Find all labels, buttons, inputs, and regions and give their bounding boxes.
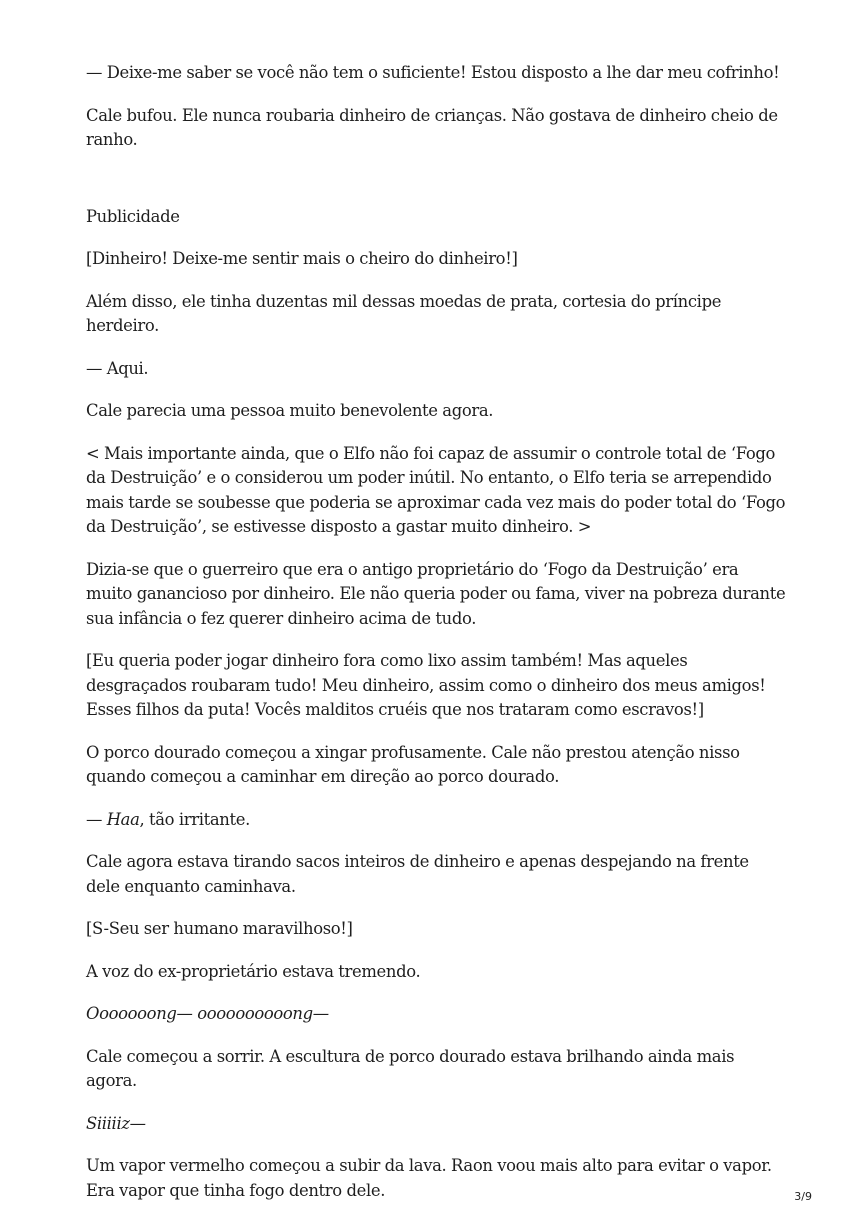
document-page (86, 61, 786, 1221)
paragraph-porco-dourado: O porco dourado começou a xingar profusamente. Cale não prestou atenção nisso quando começou a caminhar em direção ao porco dourado. (86, 742, 740, 786)
paragraph-sorrir: Cale começou a sorrir. A escultura de porco dourado estava brilhando ainda mais agora. (86, 1046, 735, 1090)
paragraph-sound-ong: Ooooooong— oooooooooong— (86, 1004, 329, 1023)
paragraph-aqui: — Aqui. (86, 358, 149, 378)
paragraph-eu-queria: [Eu queria poder jogar dinheiro fora como lixo assim também! Mas aqueles desgraçados roubaram tudo! Meu dinheiro, assim como o dinheiro dos meus amigos! Esses filhos da puta! Vocês malditos cruéis que nos trataram como escravos!] (86, 651, 766, 719)
haa-dash: — (86, 809, 107, 829)
paragraph-sacos-dinheiro: Cale agora estava tirando sacos inteiros de dinheiro e apenas despejando na frente dele enquanto caminhava. (86, 852, 749, 896)
paragraph-elfo: < Mais importante ainda, que o Elfo não foi capaz de assumir o controle total de ‘Fogo da Destruição’ e o considerou um poder inútil. No entanto, o Elfo teria se arrependido mais tarde se soubesse que poderia se aproximar cada vez mais do poder total do ‘Fogo da Destruição’, se estivesse disposto a gastar muito dinheiro. > (86, 443, 786, 536)
haa-italic-word: Haa (106, 809, 140, 829)
paragraph-vapor: Um vapor vermelho começou a subir da lava. Raon voou mais alto para evitar o vapor. Era vapor que tinha fogo dentro dele. (86, 1156, 772, 1200)
paragraph-haa (86, 808, 786, 833)
paragraph-benevolente: Cale parecia uma pessoa muito benevolente agora. (86, 401, 494, 420)
paragraph-dinheiro-cheiro: [Dinheiro! Deixe-me sentir mais o cheiro do dinheiro!] (86, 249, 518, 268)
page-number: 3/9 (794, 1190, 812, 1203)
paragraph-ser-humano: [S-Seu ser humano maravilhoso!] (86, 919, 353, 938)
paragraph-cofrinho: — Deixe-me saber se você não tem o suficiente! Estou disposto a lhe dar meu cofrinho! (86, 63, 780, 82)
advertisement-label: Publicidade (86, 206, 180, 226)
haa-rest: , tão irritante. (139, 809, 250, 829)
paragraph-voz-tremendo: A voz do ex-proprietário estava tremendo. (86, 961, 421, 981)
paragraph-cale-bufou: Cale bufou. Ele nunca roubaria dinheiro de crianças. Não gostava de dinheiro cheio de ranho. (86, 105, 778, 149)
paragraph-moedas-prata: Além disso, ele tinha duzentas mil dessas moedas de prata, cortesia do príncipe herdeiro. (86, 291, 722, 335)
paragraph-guerreiro: Dizia-se que o guerreiro que era o antigo proprietário do ‘Fogo da Destruição’ era muito ganancioso por dinheiro. Ele não queria poder ou fama, viver na pobreza durante sua infância o fez querer dinheiro acima de tudo. (86, 559, 786, 628)
paragraph-sound-siz: Siiiiiz— (86, 1113, 146, 1133)
